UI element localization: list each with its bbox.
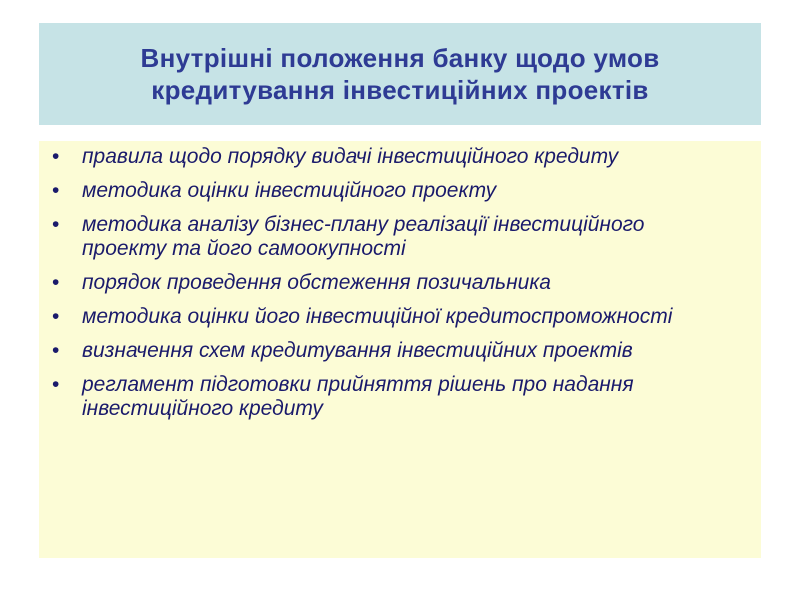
bullet-dot-icon: • [52,373,60,396]
title-banner [39,23,761,125]
bullet-item [45,213,711,261]
bullet-dot-icon: • [52,339,60,362]
bullet-item [45,145,711,169]
slide-title-line-1: Внутрішні положення банку щодо умов [140,43,660,73]
bullet-text: методика аналізу бізнес-плану реалізації інвестиційного проекту та його самоокупності [82,213,645,260]
bullet-dot-icon: • [52,145,60,168]
content-panel [39,141,761,558]
slide-title-line-2: кредитування інвестиційних проектів [151,75,649,105]
bullet-dot-icon: • [52,271,60,294]
bullet-item [45,305,711,329]
bullet-text: регламент підготовки прийняття рішень про надання інвестиційного кредиту [82,373,634,420]
bullet-item [45,271,711,295]
bullet-text: визначення схем кредитування інвестиційних проектів [82,339,633,362]
bullet-dot-icon: • [52,305,60,328]
bullet-text: методика оцінки його інвестиційної кредитоспроможності [82,305,673,328]
bullet-item [45,339,711,363]
bullet-text: порядок проведення обстеження позичальника [82,271,551,294]
bullet-dot-icon: • [52,179,60,202]
bullet-text: правила щодо порядку видачі інвестиційного кредиту [82,145,619,168]
bullet-list [45,145,711,421]
bullet-dot-icon: • [52,213,60,236]
bullet-text: методика оцінки інвестиційного проекту [82,179,497,202]
bullet-item [45,179,711,203]
bullet-item [45,373,711,421]
slide-title [141,42,660,106]
